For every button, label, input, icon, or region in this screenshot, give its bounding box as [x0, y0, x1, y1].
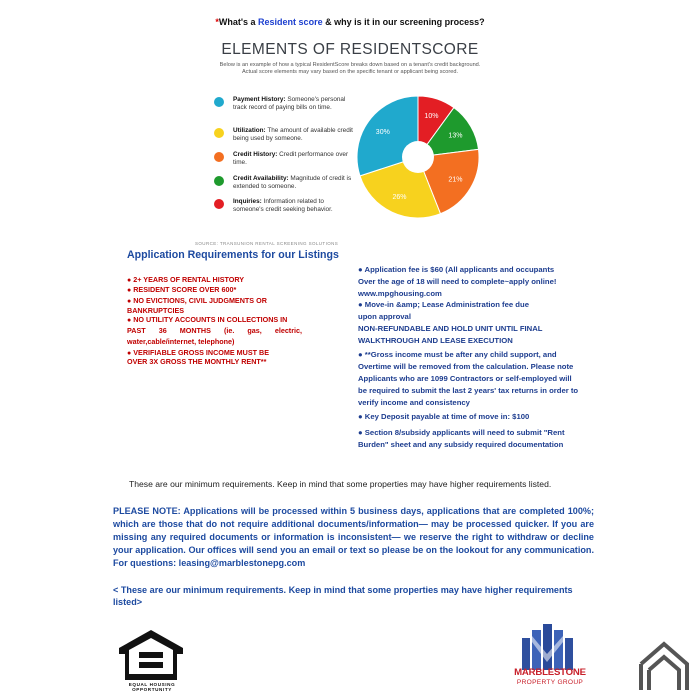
minimum-requirements-text: These are our minimum requirements. Keep in mind that some properties may have higher requirements listed.: [129, 479, 552, 489]
legend-item-credit-availability: Credit Availability: Magnitude of credit is extended to someone.: [214, 175, 354, 191]
elements-subtitle: Below is an example of how a typical ResidentScore breaks down based on a tenant's credit background. Actual score elements may vary based on the specific tenant or applicant being scored.: [219, 62, 481, 75]
req-gross-income: ● VERIFIABLE GROSS INCOME MUST BE: [127, 348, 270, 357]
marblestone-logo-icon: [520, 624, 576, 670]
legend-item-utilization: Utilization: The amount of available credit being used by someone.: [214, 127, 354, 143]
legend-item-inquiries: Inquiries: Information related to someone's credit seeking behavior.: [214, 198, 354, 214]
legend-dot: [214, 97, 224, 107]
resident-score-link-text: Resident score: [258, 17, 323, 27]
equal-housing-icon: [115, 628, 187, 688]
legend-dot: [214, 176, 224, 186]
please-note-paragraph: PLEASE NOTE: Applications will be processed within 5 business days, applications that are completed 100%; which are those that do not require additional documents/information— may be processed quicker. If you are missing any required documents or information is inconsistent— we reserve the right to withdraw or decline your application. Our offices will send you an email or text so please be on the lookout for any communication. For questions: leasing@marblestonepg.com: [113, 506, 594, 568]
legend-item-payment-history: Payment History: Someone's personal track record of paying bills on time.: [214, 96, 354, 112]
req-application-fee: ● Application fee is $60 (All applicants and occupants Over the age of 18 will need to complete~apply online! www.mpghousing.com: [358, 265, 557, 298]
screening-question-title: *What's a Resident score & why is it in our screening process?: [215, 17, 485, 27]
minimum-requirements-note: < These are our minimum requirements. Keep in mind that some properties may have higher requirements listed>: [113, 585, 573, 607]
req-rental-history: ● 2+ YEARS OF RENTAL HISTORY: [127, 275, 245, 284]
house-icon: [637, 640, 691, 692]
resident-score-donut-chart: [356, 95, 480, 219]
req-no-collections-cont: PAST 36 MONTHS (ie. gas, electric,: [127, 326, 302, 335]
donut-hole: [402, 141, 434, 173]
req-move-in-fee: ● Move-in &amp; Lease Administration fee due upon approval NON-REFUNDABLE AND HOLD UNIT UNTIL FINAL WALKTHROUGH AND LEASE EXECUTION: [358, 300, 543, 345]
source-note: SOURCE: TRANSUNION RENTAL SCREENING SOLUTIONS: [195, 241, 339, 246]
elements-title: ELEMENTS OF RESIDENTSCORE: [221, 41, 479, 58]
pie-label-payment-history: 30%: [375, 128, 390, 136]
pie-label-utilization: 26%: [392, 193, 407, 201]
req-no-evictions-cont: BANKRUPTCIES: [127, 306, 185, 315]
req-no-evictions: ● NO EVICTIONS, CIVIL JUDGMENTS OR: [127, 296, 267, 305]
pie-label-credit-availability: 13%: [448, 132, 463, 140]
legend-dot: [214, 128, 224, 138]
pie-label-inquiries: 10%: [424, 113, 439, 121]
legend-item-credit-history: Credit History: Credit performance over time.: [214, 151, 354, 167]
req-section8: ● Section 8/subsidy applicants will need to submit "Rent Burden" sheet and any subsidy required documentation: [358, 428, 565, 449]
req-no-collections: ● NO UTILITY ACCOUNTS IN COLLECTIONS IN: [127, 315, 288, 324]
requirements-heading: Application Requirements for our Listings: [127, 249, 339, 261]
req-gross-income-note: ● **Gross income must be after any child support, and Overtime will be removed from the calculation. Please note Applicants who are 1099 Contractors or self-employed will be required to submit the last 2 years' tax returns in order to verify income and consistency: [358, 350, 579, 407]
marblestone-brand-subtitle: PROPERTY GROUP: [516, 679, 584, 686]
marblestone-brand-name: MARBLESTONE: [514, 667, 586, 678]
req-no-collections-cont2: water,cable/internet, telephone): [127, 337, 235, 346]
req-key-deposit: ● Key Deposit payable at time of move in: $100: [358, 412, 530, 421]
legend-dot: [214, 199, 224, 209]
equal-housing-text: EQUAL HOUSING OPPORTUNITY: [128, 682, 176, 692]
pie-label-credit-history: 21%: [448, 176, 463, 184]
req-gross-income-cont: OVER 3X GROSS THE MONTHLY RENT**: [127, 357, 267, 366]
req-resident-score: ● RESIDENT SCORE OVER 600*: [127, 285, 237, 294]
legend-dot: [214, 152, 224, 162]
